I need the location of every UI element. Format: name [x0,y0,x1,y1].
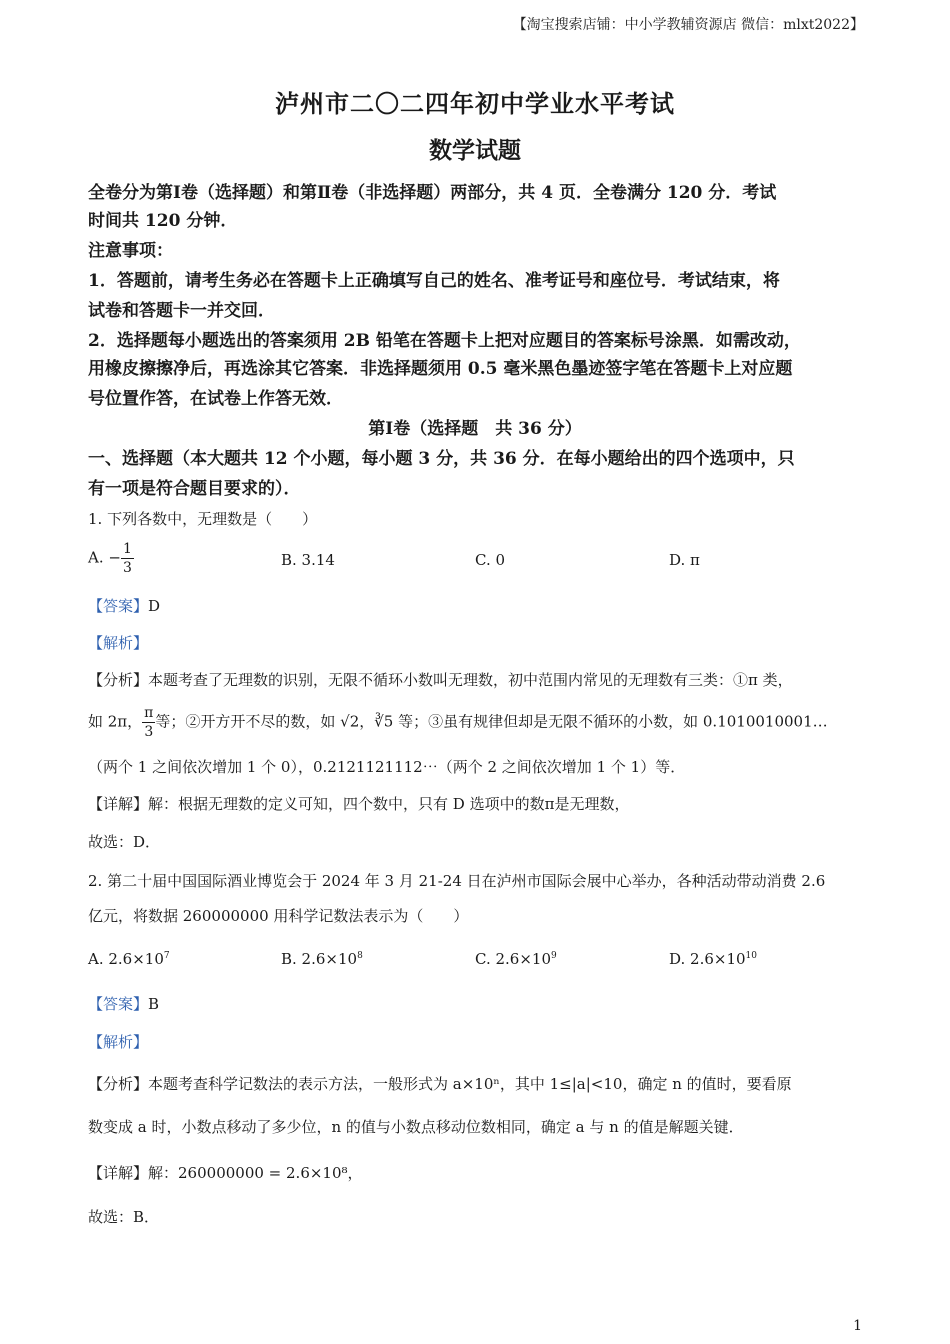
q1-option-a-fraction: $\frac{1}{3}$ [122,541,132,576]
intro-line-1: 全卷分为第Ⅰ卷（选择题）和第Ⅱ卷（非选择题）两部分，共 4 页．全卷满分 120 分．考试 [88,183,777,203]
header-banner: 【淘宝搜索店铺：中小学教辅资源店 微信：mlxt2022】 [512,17,864,33]
note-2-line-2: 用橡皮擦擦净后，再选涂其它答案．非选择题须用 0.5 毫米黑色墨迹签字笔在答题卡上对应题 [88,359,793,379]
q2-conclusion: 故选：B． [88,1208,160,1226]
q2-analysis-tag: 【解析】 [88,1033,149,1051]
q1-analysis-tag: 【解析】 [88,634,149,652]
note-1-line-2: 试卷和答题卡一并交回． [88,301,275,321]
q2-detail: 【详解】解：260000000 = 2.6×10⁸， [88,1164,363,1182]
section-1-line-1: 一、选择题（本大题共 12 个小题，每小题 3 分，共 36 分．在每小题给出的四个选项中，只 [88,449,795,469]
section-1-line-2: 有一项是符合题目要求的）． [88,479,301,499]
q1-fenxi-line-2: 如 2π， $\frac{\pi}{3}$ 等；②开方开不尽的数，如 √2，∛5 等；③虽有规律但却是无限不循环的小数，如 0.1010010001… [88,705,828,740]
q2-stem-line-1: 2. 第二十届中国国际酒业博览会于 2024 年 3 月 21-24 日在泸州市国际会展中心举办，各种活动带动消费 2.6 [88,872,826,890]
q1-fenxi-line-1: 【分析】本题考查了无理数的识别，无限不循环小数叫无理数，初中范围内常见的无理数有三类：①π 类， [88,671,793,689]
q1-fenxi-line-3: （两个 1 之间依次增加 1 个 0），0.2121121112⋯（两个 2 之间依次增加 1 个 1）等． [88,758,686,776]
q2-answer: 【答案】B [88,995,160,1013]
q1-stem: 1. 下列各数中，无理数是（ ） [88,510,318,528]
q2-option-c: C. $2.6\times 10^9$ [475,950,557,968]
q1-pi-over-3-fraction: $\frac{\pi}{3}$ [144,705,154,740]
q2-option-b: B. $2.6\times 10^8$ [281,950,363,968]
note-2-line-3: 号位置作答，在试卷上作答无效． [88,389,343,409]
q1-detail: 【详解】解：根据无理数的定义可知，四个数中，只有 D 选项中的数π是无理数， [88,795,630,813]
q2-stem-line-2: 亿元，将数据 260000000 用科学记数法表示为（ ） [88,907,469,925]
q1-option-d: D. π [669,551,700,569]
exam-title: 泸州市二〇二四年初中学业水平考试 [275,89,675,118]
exam-subtitle: 数学试题 [429,137,521,164]
q1-option-a: A. − $\frac{1}{3}$ [88,541,132,576]
q1-option-c: C. 0 [475,551,506,569]
note-1-line-1: 1．答题前，请考生务必在答题卡上正确填写自己的姓名、准考证号和座位号．考试结束，将 [88,271,780,291]
page-number: 1 [853,1318,862,1334]
q1-option-b: B. 3.14 [281,551,335,569]
q2-option-d: D. $2.6\times 10^{10}$ [669,950,757,968]
q1-conclusion: 故选：D． [88,833,161,851]
q2-fenxi-line-2: 数变成 a 时，小数点移动了多少位，n 的值与小数点移动位数相同，确定 a 与 n 的值是解题关键． [88,1118,744,1136]
notes-heading: 注意事项： [88,241,173,261]
q1-answer: 【答案】D [88,597,161,615]
q2-fenxi-line-1: 【分析】本题考查科学记数法的表示方法，一般形式为 a×10ⁿ，其中 1≤|a|<10，确定 n 的值时，要看原 [88,1075,792,1093]
part-1-heading: 第Ⅰ卷（选择题 共 36 分） [368,419,582,439]
note-2-line-1: 2．选择题每小题选出的答案须用 2B 铅笔在答题卡上把对应题目的答案标号涂黑．如需改动， [88,331,801,351]
q2-option-a: A. $2.6\times 10^7$ [88,950,170,968]
intro-line-2: 时间共 120 分钟． [88,211,238,231]
